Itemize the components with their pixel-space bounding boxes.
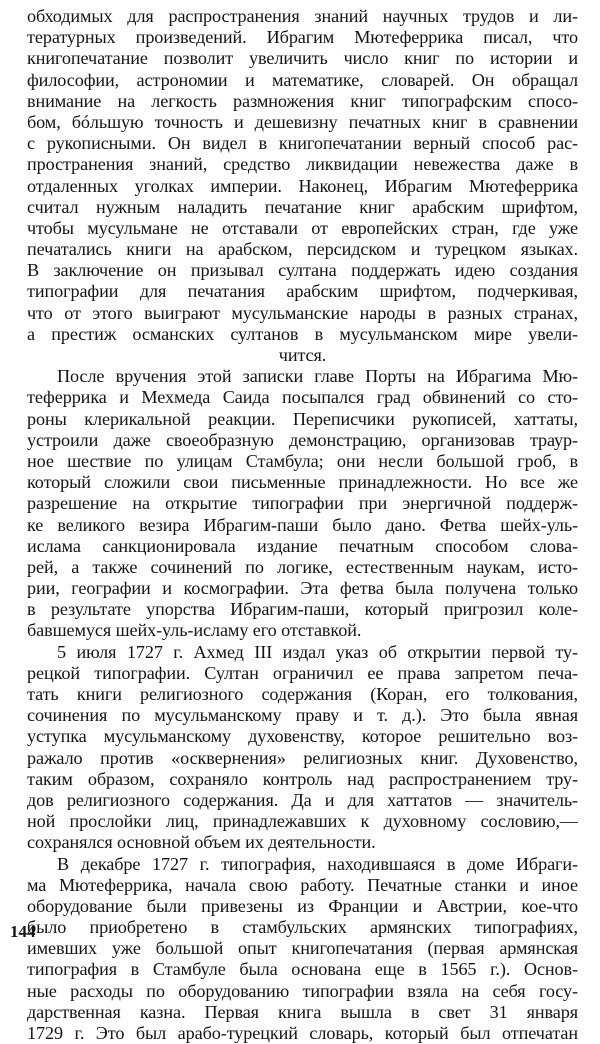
text-line: чтобы мусульмане не отставали от европейских стран, где уже: [27, 217, 578, 238]
text-line: обходимых для распространения знаний научных трудов и ли-: [27, 6, 578, 26]
text-line: уступка мусульманскому духовенству, которое решительно воз-: [27, 726, 578, 747]
text-line: что от этого выиграют мусульманские народы в разных странах,: [27, 302, 578, 323]
text-line: оборудование были привезены из Франции и Австрии, кое-что: [27, 895, 578, 916]
text-line: роны клерикальной реакции. Переписчики рукописей, хаттаты,: [27, 408, 578, 429]
text-line: внимание на легкость размножения книг типографским спосо-: [27, 90, 578, 111]
text-line: имевших уже большой опыт книгопечатания (первая армянская: [27, 938, 578, 959]
text-line: было приобретено в стамбульских армянских типографиях,: [27, 917, 578, 938]
text-line: чится.: [278, 345, 327, 365]
text-line: тературных произведений. Ибрагим Мютеферрика писал, что: [27, 27, 578, 48]
text-line: а престиж османских султанов в мусульманском мире увели-: [27, 323, 578, 344]
text-line: теферрика и Мехмеда Саида посыпался град обвинений со сто-: [27, 387, 578, 408]
text-line: рецкой типографии. Султан ограничил ее права запретом печа-: [27, 662, 578, 683]
text-line: бом, бóльшую точность и дешевизну печатных книг в сравнении: [27, 111, 578, 132]
text-line: ке великого везира Ибрагим-паши было дано. Фетва шейх-уль-: [27, 514, 578, 535]
text-line: ное шествие по улицам Стамбула; они несли большой гроб, в: [27, 450, 578, 471]
text-line: рии, географии и космографии. Эта фетва была получена только: [27, 578, 578, 599]
text-line: ислама санкционировала издание печатным способом слова-: [27, 535, 578, 556]
text-line: отдаленных уголках империи. Наконец, Ибрагим Мютеферрика: [27, 175, 578, 196]
text-line: книгопечатание позволит увеличить число книг по истории и: [27, 48, 578, 69]
text-line: ной прослойки лиц, принадлежавших к духовному сословию,—: [27, 811, 578, 832]
text-line: который сложили свои письменные принадлежности. Но все же: [27, 472, 578, 493]
text-line: рей, а также сочинений по логике, естественным наукам, исто-: [27, 556, 578, 577]
text-line: философии, астрономии и математике, словарей. Он обращал: [27, 69, 578, 90]
text-line: В декабре 1727 г. типография, находившаяся в доме Ибраги-: [57, 853, 578, 874]
text-line: ражало против «осквернения» религиозных книг. Духовенство,: [27, 747, 578, 768]
text-line: 5 июля 1727 г. Ахмед III издал указ об открытии первой ту-: [57, 641, 578, 662]
text-line: печатались книги на арабском, персидском и турецком языках.: [27, 239, 578, 260]
text-line: тать книги религиозного содержания (Коран, его толкования,: [27, 684, 578, 704]
text-line: с рукописными. Он видел в книгопечатании верный способ рас-: [27, 133, 578, 154]
page-number: 144: [10, 922, 36, 941]
text-line: сохранялся основной объем их деятельности.: [27, 832, 376, 853]
text-line: ные расходы по оборудованию типографии взяла на себя госу-: [27, 980, 578, 1001]
text-line: пространения знаний, средство ликвидации невежества даже в: [27, 154, 578, 175]
text-line: дов религиозного содержания. Да и для хаттатов — значитель-: [27, 789, 578, 810]
text-line: типографии для печатания арабским шрифтом, подчеркивая,: [27, 281, 578, 302]
text-line: в результате упорства Ибрагим-паши, который пригрозил коле-: [27, 599, 578, 620]
text-line: бавшемуся шейх-уль-исламу его отставкой.: [27, 620, 362, 641]
text-line: считал нужным наладить печатание книг арабским шрифтом,: [27, 196, 578, 217]
text-line: После вручения этой записки главе Порты на Ибрагима Мю-: [57, 366, 578, 387]
body-text: [27, 6, 578, 1044]
text-line: типография в Стамбуле была основана еще в 1565 г.). Основ-: [27, 959, 578, 980]
text-line: сочинения по мусульманскому праву и т. д.). Это была явная: [27, 705, 578, 726]
text-line: В заключение он призывал султана поддержать идею создания: [27, 260, 578, 281]
text-line: разрешение на открытие типографии при энергичной поддерж-: [27, 493, 578, 514]
text-line: 1729 г. Это был арабо-турецкий словарь, который был отпечатан: [27, 1023, 578, 1043]
text-line: ма Мютеферрика, начала свою работу. Печатные станки и иное: [27, 874, 578, 895]
text-line: таким образом, сохраняло контроль над распространением тру-: [27, 768, 578, 789]
text-line: дарственная казна. Первая книга вышла в свет 31 января: [27, 1001, 578, 1022]
text-line: устроили даже своеобразную демонстрацию, организовав траур-: [27, 429, 578, 450]
